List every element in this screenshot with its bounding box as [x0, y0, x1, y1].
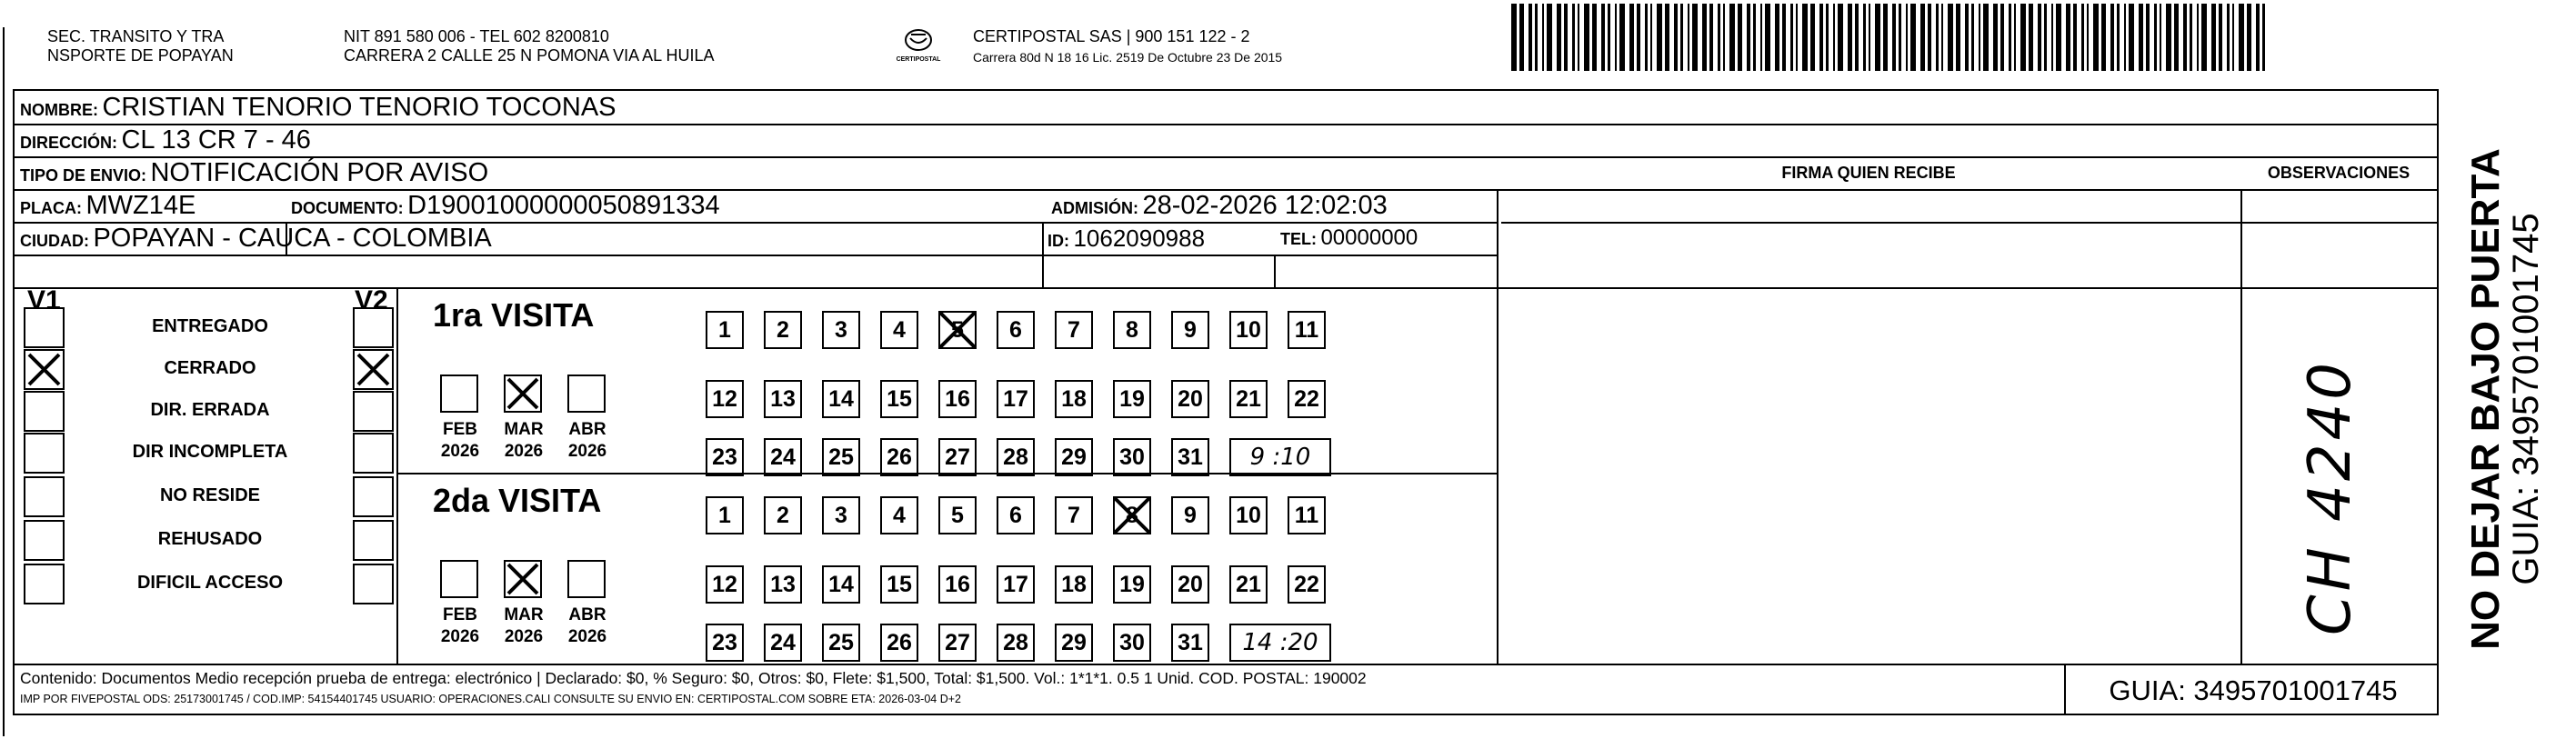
barcode-bar — [1875, 4, 1880, 71]
barcode-bar — [1802, 4, 1808, 71]
visit-2-day-13[interactable]: 13 — [764, 565, 802, 604]
visit-1-day-20[interactable]: 20 — [1171, 380, 1209, 418]
visit-1-day-19[interactable]: 19 — [1113, 380, 1151, 418]
side-no-dejar: NO DEJAR BAJO PUERTA — [2463, 148, 2508, 650]
visit-1-day-3[interactable]: 3 — [822, 311, 860, 349]
barcode-bar — [1723, 4, 1725, 71]
barcode-bar — [1971, 4, 1974, 71]
visit-1-month-checkbox-feb[interactable] — [440, 374, 478, 413]
visit-2-month-checkbox-feb[interactable] — [440, 560, 478, 598]
visit-1-day-22[interactable]: 22 — [1288, 380, 1326, 418]
direccion-value: CL 13 CR 7 - 46 — [121, 125, 311, 155]
barcode-bar — [1529, 4, 1532, 71]
barcode-bar — [2146, 4, 2150, 71]
barcode-bar — [1729, 4, 1735, 71]
barcode-bar — [2239, 4, 2244, 71]
barcode-bar — [1657, 4, 1662, 71]
visit-1-month-label-mar: MAR — [504, 420, 544, 439]
tipo-envio-label: TIPO DE ENVIO: — [20, 166, 147, 185]
address-line: CARRERA 2 CALLE 25 N POMONA VIA AL HUILA — [344, 46, 715, 65]
barcode-bar — [2256, 4, 2260, 71]
barcode-bar — [1578, 4, 1579, 71]
visit-2-month-checkbox-abr[interactable] — [567, 560, 606, 598]
barcode-bar — [2093, 4, 2099, 71]
barcode-bar — [1819, 4, 1823, 71]
v2-checkbox-dir-errada[interactable] — [353, 391, 394, 432]
visit-2-day-1[interactable]: 1 — [706, 496, 744, 534]
courier-line2: Carrera 80d N 18 16 Lic. 2519 De Octubre 23 De 2015 — [973, 50, 1283, 65]
barcode-bar — [1941, 4, 1943, 71]
barcode-bar — [1906, 4, 1908, 71]
barcode-bar — [2166, 4, 2171, 71]
placa-field — [20, 190, 195, 225]
visit-2-day-25[interactable]: 25 — [822, 624, 860, 662]
nombre-value: CRISTIAN TENORIO TENORIO TOCONAS — [102, 93, 616, 122]
visit-2-day-28[interactable]: 28 — [997, 624, 1035, 662]
barcode-bar — [1956, 4, 1960, 71]
barcode-bar — [2160, 4, 2161, 71]
visit-1-year-label-mar: 2026 — [504, 442, 544, 461]
barcode-bar — [2000, 4, 2004, 71]
barcode-bar — [2110, 4, 2114, 71]
barcode-bar — [1993, 4, 1998, 71]
barcode-bar — [1979, 4, 1980, 71]
barcode-bar — [1855, 4, 1859, 71]
barcode-bar — [2197, 4, 2199, 71]
v2-checkbox-no-reside[interactable] — [353, 476, 394, 517]
direccion-field — [20, 125, 311, 160]
barcode-bar — [2066, 4, 2070, 71]
visit-2-day-23[interactable]: 23 — [706, 624, 744, 662]
barcode-bar — [1826, 4, 1829, 71]
visit-1-month-label-feb: FEB — [443, 420, 477, 439]
barcode-bar — [1965, 4, 1969, 71]
visit-2-day-14[interactable]: 14 — [822, 565, 860, 604]
barcode-bar — [2056, 4, 2061, 71]
visit-1-day-31[interactable]: 31 — [1171, 438, 1209, 476]
barcode-bar — [1948, 4, 1953, 71]
visit-2-day-7[interactable]: 7 — [1055, 496, 1093, 534]
visit-2-day-3[interactable]: 3 — [822, 496, 860, 534]
barcode-bar — [1790, 4, 1793, 71]
side-text — [2446, 109, 2564, 650]
barcode-bar — [1899, 4, 1901, 71]
barcode-bar — [2227, 4, 2230, 71]
observaciones-label: OBSERVACIONES — [2267, 164, 2411, 182]
visit-1-day-7[interactable]: 7 — [1055, 311, 1093, 349]
barcode-bar — [1920, 4, 1925, 71]
visit-2-day-16[interactable]: 16 — [938, 565, 977, 604]
barcode-bar — [1936, 4, 1939, 71]
visit-1-day-11[interactable]: 11 — [1288, 311, 1326, 349]
barcode-bar — [1619, 4, 1625, 71]
barcode-bar — [1928, 4, 1931, 71]
v2-checkbox-rehusado[interactable] — [353, 520, 394, 561]
visit-2-day-19[interactable]: 19 — [1113, 565, 1151, 604]
status-label-dir-incompleta: DIR INCOMPLETA — [132, 442, 288, 462]
v1-header: V1 — [27, 285, 61, 315]
barcode-bar — [2009, 4, 2011, 71]
barcode-bar — [1883, 4, 1888, 71]
barcode-bar — [1753, 4, 1756, 71]
tel-field — [1280, 223, 1418, 256]
status-label-rehusado: REHUSADO — [157, 529, 263, 549]
visit-2-day-12[interactable]: 12 — [706, 565, 744, 604]
visit-2-day-29[interactable]: 29 — [1055, 624, 1093, 662]
barcode-bar — [1782, 4, 1786, 71]
visit-1-day-2[interactable]: 2 — [764, 311, 802, 349]
barcode-bar — [1608, 4, 1610, 71]
footer-contenido: Contenido: Documentos Medio recepción prueba de entrega: electrónico | Declarado: $0, % Seguro: $0, Otros: $0, Flete: $1,500, Total: $1,500. Vol.: 1*1*1. 0.5 1 Unid. COD. POSTAL: 190002 — [20, 669, 1367, 687]
visit-2-title: 2da VISITA — [433, 482, 602, 519]
visit-1-day-9[interactable]: 9 — [1171, 311, 1209, 349]
documento-value: D19001000000050891334 — [407, 191, 720, 220]
id-value: 1062090988 — [1073, 225, 1206, 252]
barcode-bar — [1709, 4, 1713, 71]
visit-1-day-26[interactable]: 26 — [880, 438, 918, 476]
visit-1-day-12[interactable]: 12 — [706, 380, 744, 418]
barcode-bar — [1547, 4, 1552, 71]
visit-1-day-6[interactable]: 6 — [997, 311, 1035, 349]
barcode — [1509, 0, 2273, 73]
documento-label: DOCUMENTO: — [291, 199, 404, 217]
barcode-bar — [2124, 4, 2126, 71]
barcode-bar — [2101, 4, 2106, 71]
barcode-bar — [1692, 4, 1698, 71]
visit-1-day-23[interactable]: 23 — [706, 438, 744, 476]
barcode-bar — [1738, 4, 1742, 71]
admision-field — [1051, 190, 1388, 225]
barcode-bar — [2087, 4, 2089, 71]
tel-value: 00000000 — [1320, 225, 1418, 250]
status-label-dificil-acceso: DIFICIL ACCESO — [136, 573, 283, 593]
barcode-bar — [2232, 4, 2234, 71]
visit-2-day-9[interactable]: 9 — [1171, 496, 1209, 534]
office-name-line1: SEC. TRANSITO Y TRA — [47, 27, 225, 45]
barcode-bar — [2038, 4, 2041, 71]
visit-1-day-30[interactable]: 30 — [1113, 438, 1151, 476]
nombre-field — [20, 92, 616, 127]
visit-2-day-5[interactable]: 5 — [938, 496, 977, 534]
office-name-line2: NSPORTE DE POPAYAN — [47, 46, 234, 65]
barcode-bar — [1702, 4, 1707, 71]
barcode-bar — [2247, 4, 2251, 71]
visit-1-day-21[interactable]: 21 — [1229, 380, 1268, 418]
visit-2-year-label-mar: 2026 — [504, 627, 544, 646]
barcode-bar — [1542, 4, 1544, 71]
v2-header: V2 — [355, 285, 388, 315]
visit-2-month-label-feb: FEB — [443, 605, 477, 624]
barcode-bar — [1688, 4, 1689, 71]
visit-1-day-24[interactable]: 24 — [764, 438, 802, 476]
visit-2-day-30[interactable]: 30 — [1113, 624, 1151, 662]
status-label-dir-errada: DIR. ERRADA — [150, 400, 270, 420]
documento-field — [291, 190, 720, 225]
visit-2-day-2[interactable]: 2 — [764, 496, 802, 534]
barcode-bar — [1665, 4, 1669, 71]
visit-1-day-8[interactable]: 8 — [1113, 311, 1151, 349]
v2-checkbox-dir-incompleta[interactable] — [353, 433, 394, 474]
tipo-envio-field — [20, 157, 488, 193]
barcode-bar — [1572, 4, 1575, 71]
visit-2-month-label-mar: MAR — [504, 605, 544, 624]
visit-2-day-8[interactable]: 8 — [1113, 496, 1151, 534]
nit-line: NIT 891 580 006 - TEL 602 8200810 — [344, 27, 609, 45]
barcode-bar — [1848, 4, 1852, 71]
visit-1-month-label-abr: ABR — [568, 420, 606, 439]
admision-value: 28-02-2026 12:02:03 — [1142, 191, 1388, 220]
visit-2-day-17[interactable]: 17 — [997, 565, 1035, 604]
visit-2-day-15[interactable]: 15 — [880, 565, 918, 604]
visit-1-day-28[interactable]: 28 — [997, 438, 1035, 476]
courier-line1: CERTIPOSTAL SAS | 900 151 122 - 2 — [973, 27, 1250, 45]
visit-1-day-13[interactable]: 13 — [764, 380, 802, 418]
visit-2-month-checkbox-mar[interactable] — [504, 560, 542, 598]
guia-form — [13, 89, 2439, 715]
barcode-bar — [2129, 4, 2134, 71]
visit-1-day-15[interactable]: 15 — [880, 380, 918, 418]
barcode-bar — [2211, 4, 2216, 71]
barcode-bar — [1511, 4, 1517, 71]
barcode-bar — [1863, 4, 1866, 71]
barcode-bar — [1629, 4, 1634, 71]
barcode-bar — [2081, 4, 2084, 71]
barcode-bar — [1645, 4, 1648, 71]
barcode-bar — [1838, 4, 1843, 71]
barcode-bar — [1869, 4, 1870, 71]
v1-checkbox-no-reside[interactable] — [24, 476, 65, 517]
visit-1-day-1[interactable]: 1 — [706, 311, 744, 349]
visit-1-day-29[interactable]: 29 — [1055, 438, 1093, 476]
barcode-bar — [1519, 4, 1524, 71]
barcode-bar — [1833, 4, 1835, 71]
visit-1-day-4[interactable]: 4 — [880, 311, 918, 349]
ciudad-value: POPAYAN - CAUCA - COLOMBIA — [93, 224, 492, 253]
barcode-bar — [1592, 4, 1597, 71]
visit-2-day-24[interactable]: 24 — [764, 624, 802, 662]
barcode-bar — [1810, 4, 1815, 71]
barcode-bar — [2190, 4, 2192, 71]
logo-text: CERTIPOSTAL — [896, 56, 941, 63]
certipostal-logo — [887, 20, 950, 73]
v1-checkbox-dir-errada[interactable] — [24, 391, 65, 432]
status-label-entregado: ENTREGADO — [152, 316, 268, 336]
visit-2-day-11[interactable]: 11 — [1288, 496, 1326, 534]
barcode-bar — [2154, 4, 2157, 71]
v1-checkbox-cerrado[interactable] — [24, 349, 65, 390]
v1-checkbox-dificil-acceso[interactable] — [24, 564, 65, 604]
barcode-bar — [2051, 4, 2053, 71]
observaciones-handwriting: CH 4240 — [2297, 358, 2364, 636]
visit-2-day-27[interactable]: 27 — [938, 624, 977, 662]
barcode-bar — [2183, 4, 2187, 71]
ciudad-field — [20, 223, 492, 258]
visit-2-day-31[interactable]: 31 — [1171, 624, 1209, 662]
visit-2-day-6[interactable]: 6 — [997, 496, 1035, 534]
visit-1-title: 1ra VISITA — [433, 296, 595, 334]
v1-checkbox-entregado[interactable] — [24, 307, 65, 348]
firma-label: FIRMA QUIEN RECIBE — [1781, 164, 1956, 182]
visit-2-day-4[interactable]: 4 — [880, 496, 918, 534]
barcode-bar — [1637, 4, 1640, 71]
visit-1-day-18[interactable]: 18 — [1055, 380, 1093, 418]
barcode-bar — [1775, 4, 1779, 71]
visit-1-time: 9 :10 — [1229, 438, 1331, 476]
visit-1-day-5[interactable]: 5 — [938, 311, 977, 349]
barcode-bar — [2020, 4, 2026, 71]
barcode-bar — [1760, 4, 1762, 71]
v2-checkbox-dificil-acceso[interactable] — [353, 564, 394, 604]
placa-value: MWZ14E — [85, 191, 196, 220]
visit-1-day-25[interactable]: 25 — [822, 438, 860, 476]
visit-1-day-16[interactable]: 16 — [938, 380, 977, 418]
direccion-label: DIRECCIÓN: — [20, 134, 117, 152]
barcode-bar — [2174, 4, 2179, 71]
visit-2-year-label-feb: 2026 — [440, 627, 480, 646]
barcode-bar — [1674, 4, 1678, 71]
barcode-bar — [1584, 4, 1589, 71]
visit-2-day-21[interactable]: 21 — [1229, 565, 1268, 604]
v1-checkbox-rehusado[interactable] — [24, 520, 65, 561]
visit-2-day-20[interactable]: 20 — [1171, 565, 1209, 604]
nombre-label: NOMBRE: — [20, 101, 98, 119]
tipo-envio-value: NOTIFICACIÓN POR AVISO — [150, 158, 489, 187]
barcode-bar — [1650, 4, 1652, 71]
visit-2-day-10[interactable]: 10 — [1229, 496, 1268, 534]
id-field — [1047, 223, 1205, 258]
barcode-bar — [1983, 4, 1989, 71]
barcode-bar — [1910, 4, 1916, 71]
footer-imp: IMP POR FIVEPOSTAL ODS: 25173001745 / COD.IMP: 54154401745 USUARIO: OPERACIONES.CALI CONSULTE SU ENVIO EN: CERTIPOSTAL.COM SOBRE ETA: 2026-03-04 D+2 — [20, 693, 961, 705]
visit-2-month-label-abr: ABR — [568, 605, 606, 624]
visit-1-day-14[interactable]: 14 — [822, 380, 860, 418]
barcode-bar — [1765, 4, 1770, 71]
visit-1-year-label-abr: 2026 — [567, 442, 607, 461]
barcode-bar — [1601, 4, 1605, 71]
v1-checkbox-dir-incompleta[interactable] — [24, 433, 65, 474]
barcode-bar — [1747, 4, 1750, 71]
barcode-bar — [1564, 4, 1568, 71]
barcode-bar — [1557, 4, 1561, 71]
id-label: ID: — [1047, 232, 1069, 250]
left-margin-line — [3, 27, 5, 736]
admision-label: ADMISIÓN: — [1051, 199, 1138, 217]
visit-1-month-checkbox-abr[interactable] — [567, 374, 606, 413]
side-guia: GUIA: 3495701001745 — [2506, 213, 2546, 585]
barcode-bar — [1892, 4, 1896, 71]
barcode-bar — [1615, 4, 1617, 71]
barcode-bar — [2117, 4, 2120, 71]
visit-1-day-27[interactable]: 27 — [938, 438, 977, 476]
ciudad-label: CIUDAD: — [20, 232, 89, 250]
barcode-bar — [1796, 4, 1798, 71]
barcode-bar — [1680, 4, 1683, 71]
visit-1-month-checkbox-mar[interactable] — [504, 374, 542, 413]
barcode-bar — [2029, 4, 2033, 71]
placa-label: PLACA: — [20, 199, 82, 217]
barcode-bar — [2201, 4, 2207, 71]
barcode-bar — [2262, 4, 2265, 71]
barcode-bar — [2044, 4, 2047, 71]
visit-2-year-label-abr: 2026 — [567, 627, 607, 646]
barcode-bar — [2219, 4, 2222, 71]
barcode-bar — [1718, 4, 1720, 71]
visit-1-day-17[interactable]: 17 — [997, 380, 1035, 418]
visit-2-day-18[interactable]: 18 — [1055, 565, 1093, 604]
visit-2-day-22[interactable]: 22 — [1288, 565, 1326, 604]
v2-checkbox-entregado[interactable] — [353, 307, 394, 348]
tel-label: TEL: — [1280, 230, 1317, 248]
visit-2-day-26[interactable]: 26 — [880, 624, 918, 662]
barcode-bar — [1535, 4, 1538, 71]
v2-checkbox-cerrado[interactable] — [353, 349, 394, 390]
barcode-bar — [2014, 4, 2016, 71]
status-label-cerrado: CERRADO — [164, 358, 256, 378]
visit-1-day-10[interactable]: 10 — [1229, 311, 1268, 349]
footer-guia: GUIA: 3495701001745 — [2109, 674, 2398, 706]
visit-1-year-label-feb: 2026 — [440, 442, 480, 461]
barcode-bar — [2139, 4, 2143, 71]
barcode-bar — [2073, 4, 2077, 71]
visit-2-time: 14 :20 — [1229, 624, 1331, 662]
status-label-no-reside: NO RESIDE — [159, 485, 261, 505]
